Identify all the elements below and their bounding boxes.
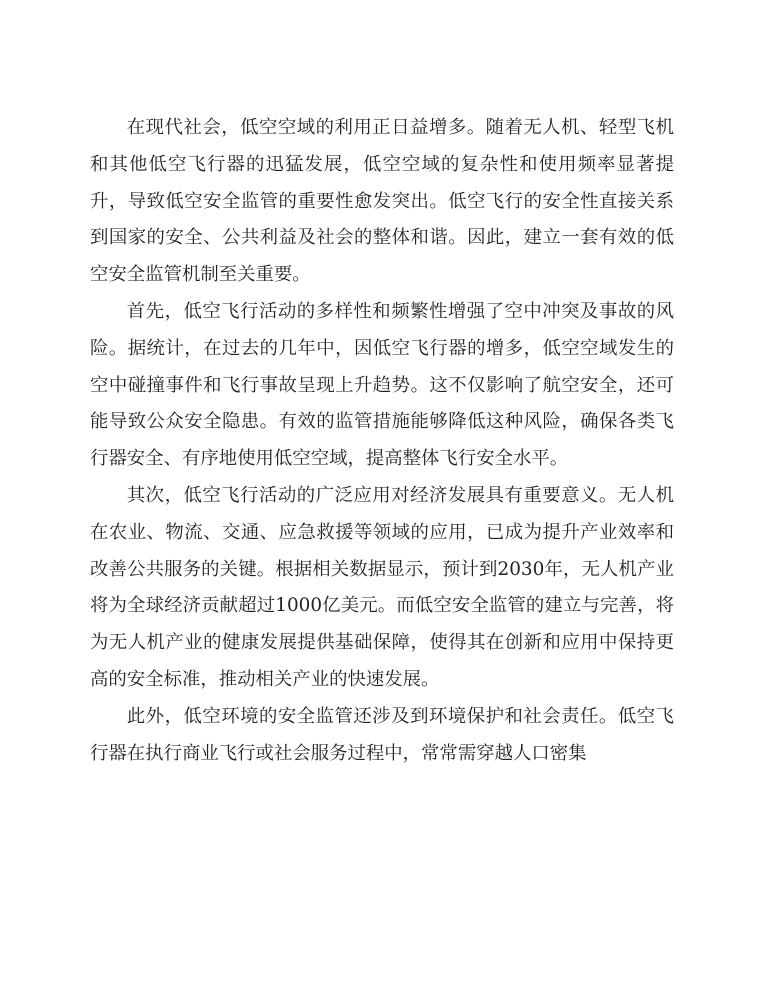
paragraph-3: 其次，低空飞行活动的广泛应用对经济发展具有重要意义。无人机在农业、物流、交通、应急救援等领域的应用，已成为提升产业效率和改善公共服务的关键。根据相关数据显示，预计到2030年，无人机产业将为全球经济贡献超过1000亿美元。而低空安全监管的建立与完善，将为无人机产业的健康发展提供基础保障，使得其在创新和应用中保持更高的安全标准，推动相关产业的快速发展。 — [90, 484, 674, 690]
paragraph-2: 首先，低空飞行活动的多样性和频繁性增强了空中冲突及事故的风险。据统计，在过去的几年中，因低空飞行器的增多，低空空域发生的空中碰撞事件和飞行事故呈现上升趋势。这不仅影响了航空安全，还可能导致公众安全隐患。有效的监管措施能够降低这种风险，确保各类飞行器安全、有序地使用低空空域，提高整体飞行安全水平。 — [90, 300, 674, 470]
paragraph-4: 此外，低空环境的安全监管还涉及到环境保护和社会责任。低空飞行器在执行商业飞行或社会服务过程中，常常需穿越人口密集 — [90, 705, 674, 764]
paragraph-1: 在现代社会，低空空域的利用正日益增多。随着无人机、轻型飞机和其他低空飞行器的迅猛发展，低空空域的复杂性和使用频率显著提升，导致低空安全监管的重要性愈发突出。低空飞行的安全性直接关系到国家的安全、公共利益及社会的整体和谐。因此，建立一套有效的低空安全监管机制至关重要。 — [90, 117, 674, 286]
document-body — [90, 110, 674, 772]
